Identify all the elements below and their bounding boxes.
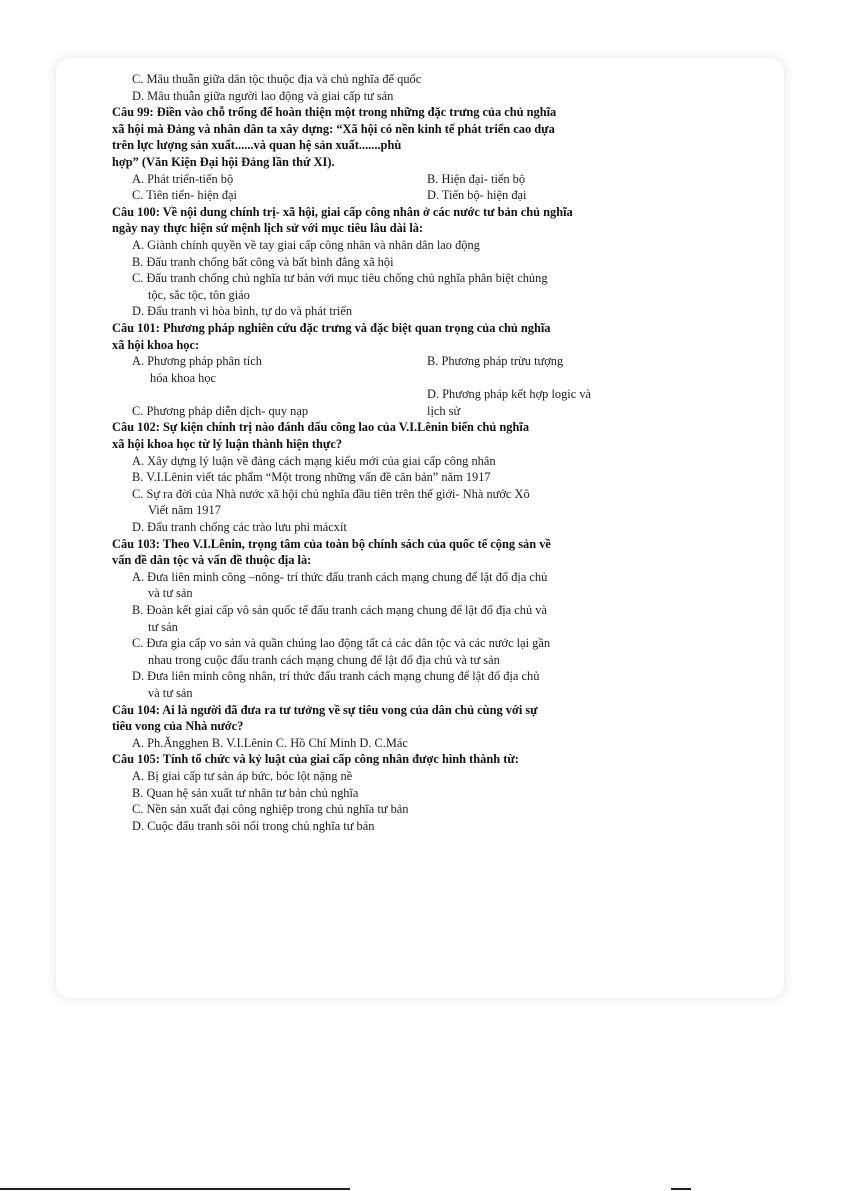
option-103-c-line: nhau trong cuộc đấu tranh cách mạng chung để lật đổ địa chủ và tư sản — [148, 652, 500, 667]
option-102-b: B. V.I.Lênin viết tác phẩm “Một trong những vấn đề căn bản” năm 1917 — [132, 470, 491, 485]
option-103-c-line: C. Đưa gia cấp vo sản và quần chúng lao động tất cả các dân tộc và các nước lại gần — [132, 636, 551, 651]
question-100-line: Câu 100: Về nội dung chính trị- xã hội, giai cấp công nhân ở các nước tư bản chủ nghĩa — [112, 204, 573, 219]
option-103-a — [112, 569, 632, 602]
question-101-line: xã hội khoa học: — [112, 337, 200, 352]
options-101-row-1 — [112, 353, 632, 386]
option-101-a-line: hóa khoa học — [150, 370, 217, 385]
question-104-line: tiêu vong của Nhà nước? — [112, 719, 244, 734]
option-100-c — [112, 270, 632, 303]
option-103-d — [112, 668, 632, 701]
option-101-d-line: lịch sử — [427, 403, 461, 418]
option-103-d-line: D. Đưa liên minh công nhân, trí thức đấu tranh cách mạng chung để lật đổ địa chủ — [132, 669, 540, 684]
question-99-line: xã hội mà Đảng và nhân dân ta xây dựng: “Xã hội có nền kinh tế phát triển cao dựa — [112, 121, 555, 136]
option-103-b-line: tư sản — [148, 619, 178, 634]
option-101-b: B. Phương pháp trừu tượng — [427, 354, 564, 369]
option-103-a-line: và tư sản — [148, 586, 193, 601]
option-100-c-line: C. Đấu tranh chống chủ nghĩa tư bản với mục tiêu chống chủ nghĩa phân biệt chủng — [132, 271, 548, 286]
option-102-a: A. Xây dựng lý luận về đảng cách mạng kiểu mới của giai cấp công nhân — [132, 453, 496, 468]
option-99-c: C. Tiên tiến- hiện đại — [132, 188, 237, 203]
question-99-line: hợp” (Văn Kiện Đại hội Đảng lần thứ XI). — [112, 154, 335, 169]
option-101-d-line: D. Phương pháp kết hợp logic và — [427, 387, 592, 402]
option-98-d: D. Mâu thuẫn giữa người lao động và giai cấp tư sản — [132, 88, 394, 103]
option-100-a: A. Giành chính quyền về tay giai cấp công nhân và nhân dân lao động — [132, 237, 480, 252]
question-105: Câu 105: Tính tổ chức và kỷ luật của giai cấp công nhân được hình thành từ: — [112, 752, 519, 767]
question-104-line: Câu 104: Ai là người đã đưa ra tư tưởng về sự tiêu vong của dân chủ cùng với sự — [112, 702, 538, 717]
option-105-a: A. Bị giai cấp tư sản áp bức, bóc lột nặng nề — [132, 768, 353, 783]
option-101-a-line: A. Phương pháp phân tích — [132, 354, 262, 369]
option-100-d: D. Đấu tranh vì hòa bình, tự do và phát triển — [132, 304, 353, 319]
question-99 — [112, 104, 632, 170]
question-103-line: vấn đề dân tộc và vấn đề thuộc địa là: — [112, 553, 312, 568]
option-99-b: B. Hiện đại- tiến bộ — [427, 171, 526, 186]
option-105-d: D. Cuộc đấu tranh sôi nổi trong chủ nghĩa tư bản — [132, 818, 375, 833]
option-101-c: C. Phương pháp diễn dịch- quy nạp — [132, 403, 309, 418]
option-101-d — [427, 386, 632, 419]
question-101-line: Câu 101: Phương pháp nghiên cứu đặc trưng và đặc biệt quan trọng của chủ nghĩa — [112, 320, 551, 335]
question-100 — [112, 204, 632, 237]
option-99-d: D. Tiến bộ- hiện đại — [427, 188, 527, 203]
option-103-d-line: và tư sản — [148, 685, 193, 700]
question-102-line: xã hội khoa học từ lý luận thành hiện thực? — [112, 437, 343, 452]
question-99-line: Câu 99: Điền vào chỗ trống để hoàn thiện một trong những đặc trưng của chủ nghĩa — [112, 105, 557, 120]
option-105-c: C. Nền sản xuất đại công nghiệp trong chủ nghĩa tư bản — [132, 802, 409, 817]
question-99-line: trên lực lượng sản xuất......và quan hệ sản xuất.......phù — [112, 138, 402, 153]
option-105-b: B. Quan hệ sản xuất tư nhân tư bản chủ nghĩa — [132, 785, 359, 800]
option-103-c — [112, 635, 632, 668]
option-103-b — [112, 602, 632, 635]
option-100-b: B. Đấu tranh chống bất công và bất bình đẳng xã hội — [132, 254, 394, 269]
question-102-line: Câu 102: Sự kiện chính trị nào đánh dấu công lao của V.I.Lênin biến chủ nghĩa — [112, 420, 530, 435]
options-99-row-2 — [112, 187, 632, 204]
option-98-c: C. Mâu thuẫn giữa dân tộc thuộc địa và chủ nghĩa đế quốc — [132, 72, 422, 86]
options-101-row-2 — [112, 386, 632, 419]
option-101-a — [112, 353, 427, 386]
bottom-scan-rule — [0, 1188, 350, 1190]
question-102 — [112, 419, 632, 452]
question-103-line: Câu 103: Theo V.I.Lênin, trọng tâm của toàn bộ chính sách của quốc tế cộng sản về — [112, 536, 551, 551]
option-102-c-line: Viết năm 1917 — [148, 503, 221, 518]
question-104 — [112, 702, 632, 735]
option-102-d: D. Đấu tranh chống các trào lưu phi mácxít — [132, 520, 347, 535]
question-103 — [112, 536, 632, 569]
question-101 — [112, 320, 632, 353]
option-103-a-line: A. Đưa liên minh công –nông- trí thức đấu tranh cách mạng chung để lật đổ địa chủ — [132, 569, 548, 584]
question-100-line: ngày nay thực hiện sứ mệnh lịch sử với mục tiêu lâu dài là: — [112, 221, 424, 236]
options-99-row-1 — [112, 171, 632, 188]
document-body — [112, 71, 632, 834]
option-99-a: A. Phát triển-tiến bộ — [132, 171, 234, 186]
option-102-c — [112, 486, 632, 519]
bottom-scan-rule-fragment — [671, 1188, 691, 1190]
option-103-b-line: B. Đoàn kết giai cấp vô sản quốc tế đấu tranh cách mạng chung để lật đổ địa chủ và — [132, 603, 547, 617]
option-102-c-line: C. Sự ra đời của Nhà nước xã hội chủ nghĩa đầu tiên trên thế giới- Nhà nước Xô — [132, 486, 530, 501]
options-104: A. Ph.Ăngghen B. V.I.Lênin C. Hồ Chí Minh D. C.Mác — [132, 735, 408, 750]
option-100-c-line: tộc, sắc tộc, tôn giáo — [148, 287, 250, 302]
